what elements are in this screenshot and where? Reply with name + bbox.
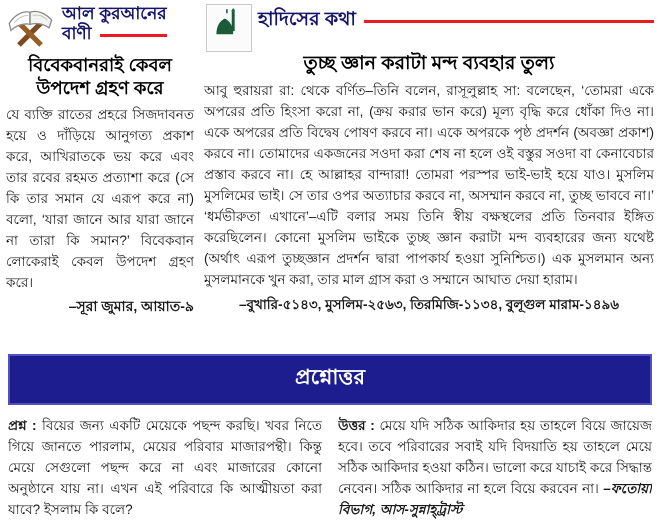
hadith-sources-line: –বুখারি-৫১৪৩, মুসলিম-২৫৬৩, তিরমিজি-১১৩৪, বুলূগুল মারাম-১৪৯৬	[239, 297, 619, 312]
hadith-article-body: আবু হুরায়রা রা: থেকে বর্ণিত–তিনি বলেন, রাসূলুল্লাহ সা: বলেছেন, ‘তোমরা একে অপরের প্রতি হিংসা করো না, (ক্রয় করার ভান করে) মূল্য বৃদ্ধি করে ধোঁকা দিও না। একে অপরের প্রতি বিদ্বেষ পোষণ করবে না। একে অপরকে পৃষ্ঠ প্রদর্শন (অবজ্ঞা প্রকাশ) করবে না। তোমাদের একজনের সওদা করা শেষ না হলে ওই বস্তুর সওদা বা কেনাবেচার প্রস্তাব করবে না। হে আল্লাহর বান্দারা! তোমরা পরস্পর ভাই-ভাই হয়ে যাও। মুসলিম মুসলিমের ভাই। সে তার ওপর অত্যাচার করবে না, অসম্মান করবে না, তুচ্ছ ভাববে না।’ ‘ধর্মভীরুতা এখানে’–এটি বলার সময় তিনি স্বীয় বক্ষস্থলের প্রতি তিনবার ইঙ্গিত করেছিলেন। কোনো মুসলিম ভাইকে তুচ্ছ জ্ঞান করাটা মন্দ ব্যবহারের জন্য যথেষ্ট (অর্থাৎ এরূপ তুচ্ছজ্ঞান প্রদর্শন দ্বারা পাপকার্য হওয়া সুনিশ্চিত।) এক মুসলমান অন্য মুসলমানকে খুন করা, তার মাল গ্রাস করা ও সম্মানে আঘাত দেয়া হারাম।	[204, 83, 654, 287]
quran-brand-line1: আল কুরআনের	[62, 4, 167, 23]
open-quran-on-rehal-icon	[4, 4, 56, 55]
quran-column	[6, 52, 194, 348]
question-label: প্রশ্ন :	[8, 418, 37, 433]
answer-attribution: –ফতোয়া বিভাগ, আস-সুন্নাহ্‌ট্রাস্ট	[338, 481, 652, 517]
hadith-brand-title: হাদিসের কথা	[258, 9, 356, 30]
quran-brand-title	[62, 4, 167, 44]
answer-text: মেয়ে যদি সঠিক আকিদার হয় তাহলে বিয়ে জায়েজ হবে। তবে পরিবারের সবাই যদি বিদয়াতি হয় তাহলে মেয়ে সঠিক আকিদার হওয়া কঠিন। ভালো করে যাচাই করে সিদ্ধান্ত নেবেন। সঠিক আকিদার না হলে বিয়ে করবেন না।	[338, 418, 652, 496]
hadith-column	[204, 52, 654, 348]
article-columns	[0, 52, 660, 348]
qa-columns	[0, 405, 660, 520]
qa-answer	[338, 415, 652, 520]
quran-article-attribution: –সূরা জুমার, আয়াত-৯	[68, 298, 194, 314]
red-rule	[364, 20, 654, 23]
masthead	[0, 0, 660, 52]
question-text: বিয়ের জন্য একটি মেয়েকে পছন্দ করছি। খবর নিতে গিয়ে জানতে পারলাম, মেয়ের পরিবার মাজারপন্থী। কিন্তু মেয়ে সেগুলো পছন্দ করে না এবং মাজারের কোনো অনুষ্ঠানে যায় না। এখন এই পরিবারে কি আত্মীয়তা করা যাবে? ইসলাম কি বলে?	[8, 418, 322, 517]
hadith-article-heading: তুচ্ছ জ্ঞান করাটা মন্দ ব্যবহার তুল্য	[303, 53, 555, 74]
quran-brand-line2: বাণী	[62, 24, 92, 43]
answer-label: উত্তর :	[338, 418, 375, 433]
quran-article-body: যে ব্যক্তি রাতের প্রহরে সিজদাবনত হয়ে ও দাঁড়িয়ে আনুগত্য প্রকাশ করে, আখিরাতকে ভয় করে এবং তার রবের রহমত প্রত্যাশা করে (সে কি তার সমান যে এরূপ করে না) বলো, ‘যারা জানে আর যারা জানে না তারা কি সমান?’ বিবেকবান লোকেরাই কেবল উপদেশ গ্রহণ করে।	[6, 107, 194, 290]
qa-section-banner	[8, 354, 652, 405]
mosque-crescent-icon	[206, 4, 252, 52]
qa-banner-title: প্রশ্নোত্তর	[295, 366, 365, 389]
red-rule	[100, 34, 167, 37]
qa-question	[8, 415, 322, 520]
quran-article-heading: বিবেকবানরাই কেবল উপদেশ গ্রহণ করে	[28, 55, 172, 98]
quran-brand	[4, 4, 198, 55]
hadith-brand	[206, 4, 654, 52]
